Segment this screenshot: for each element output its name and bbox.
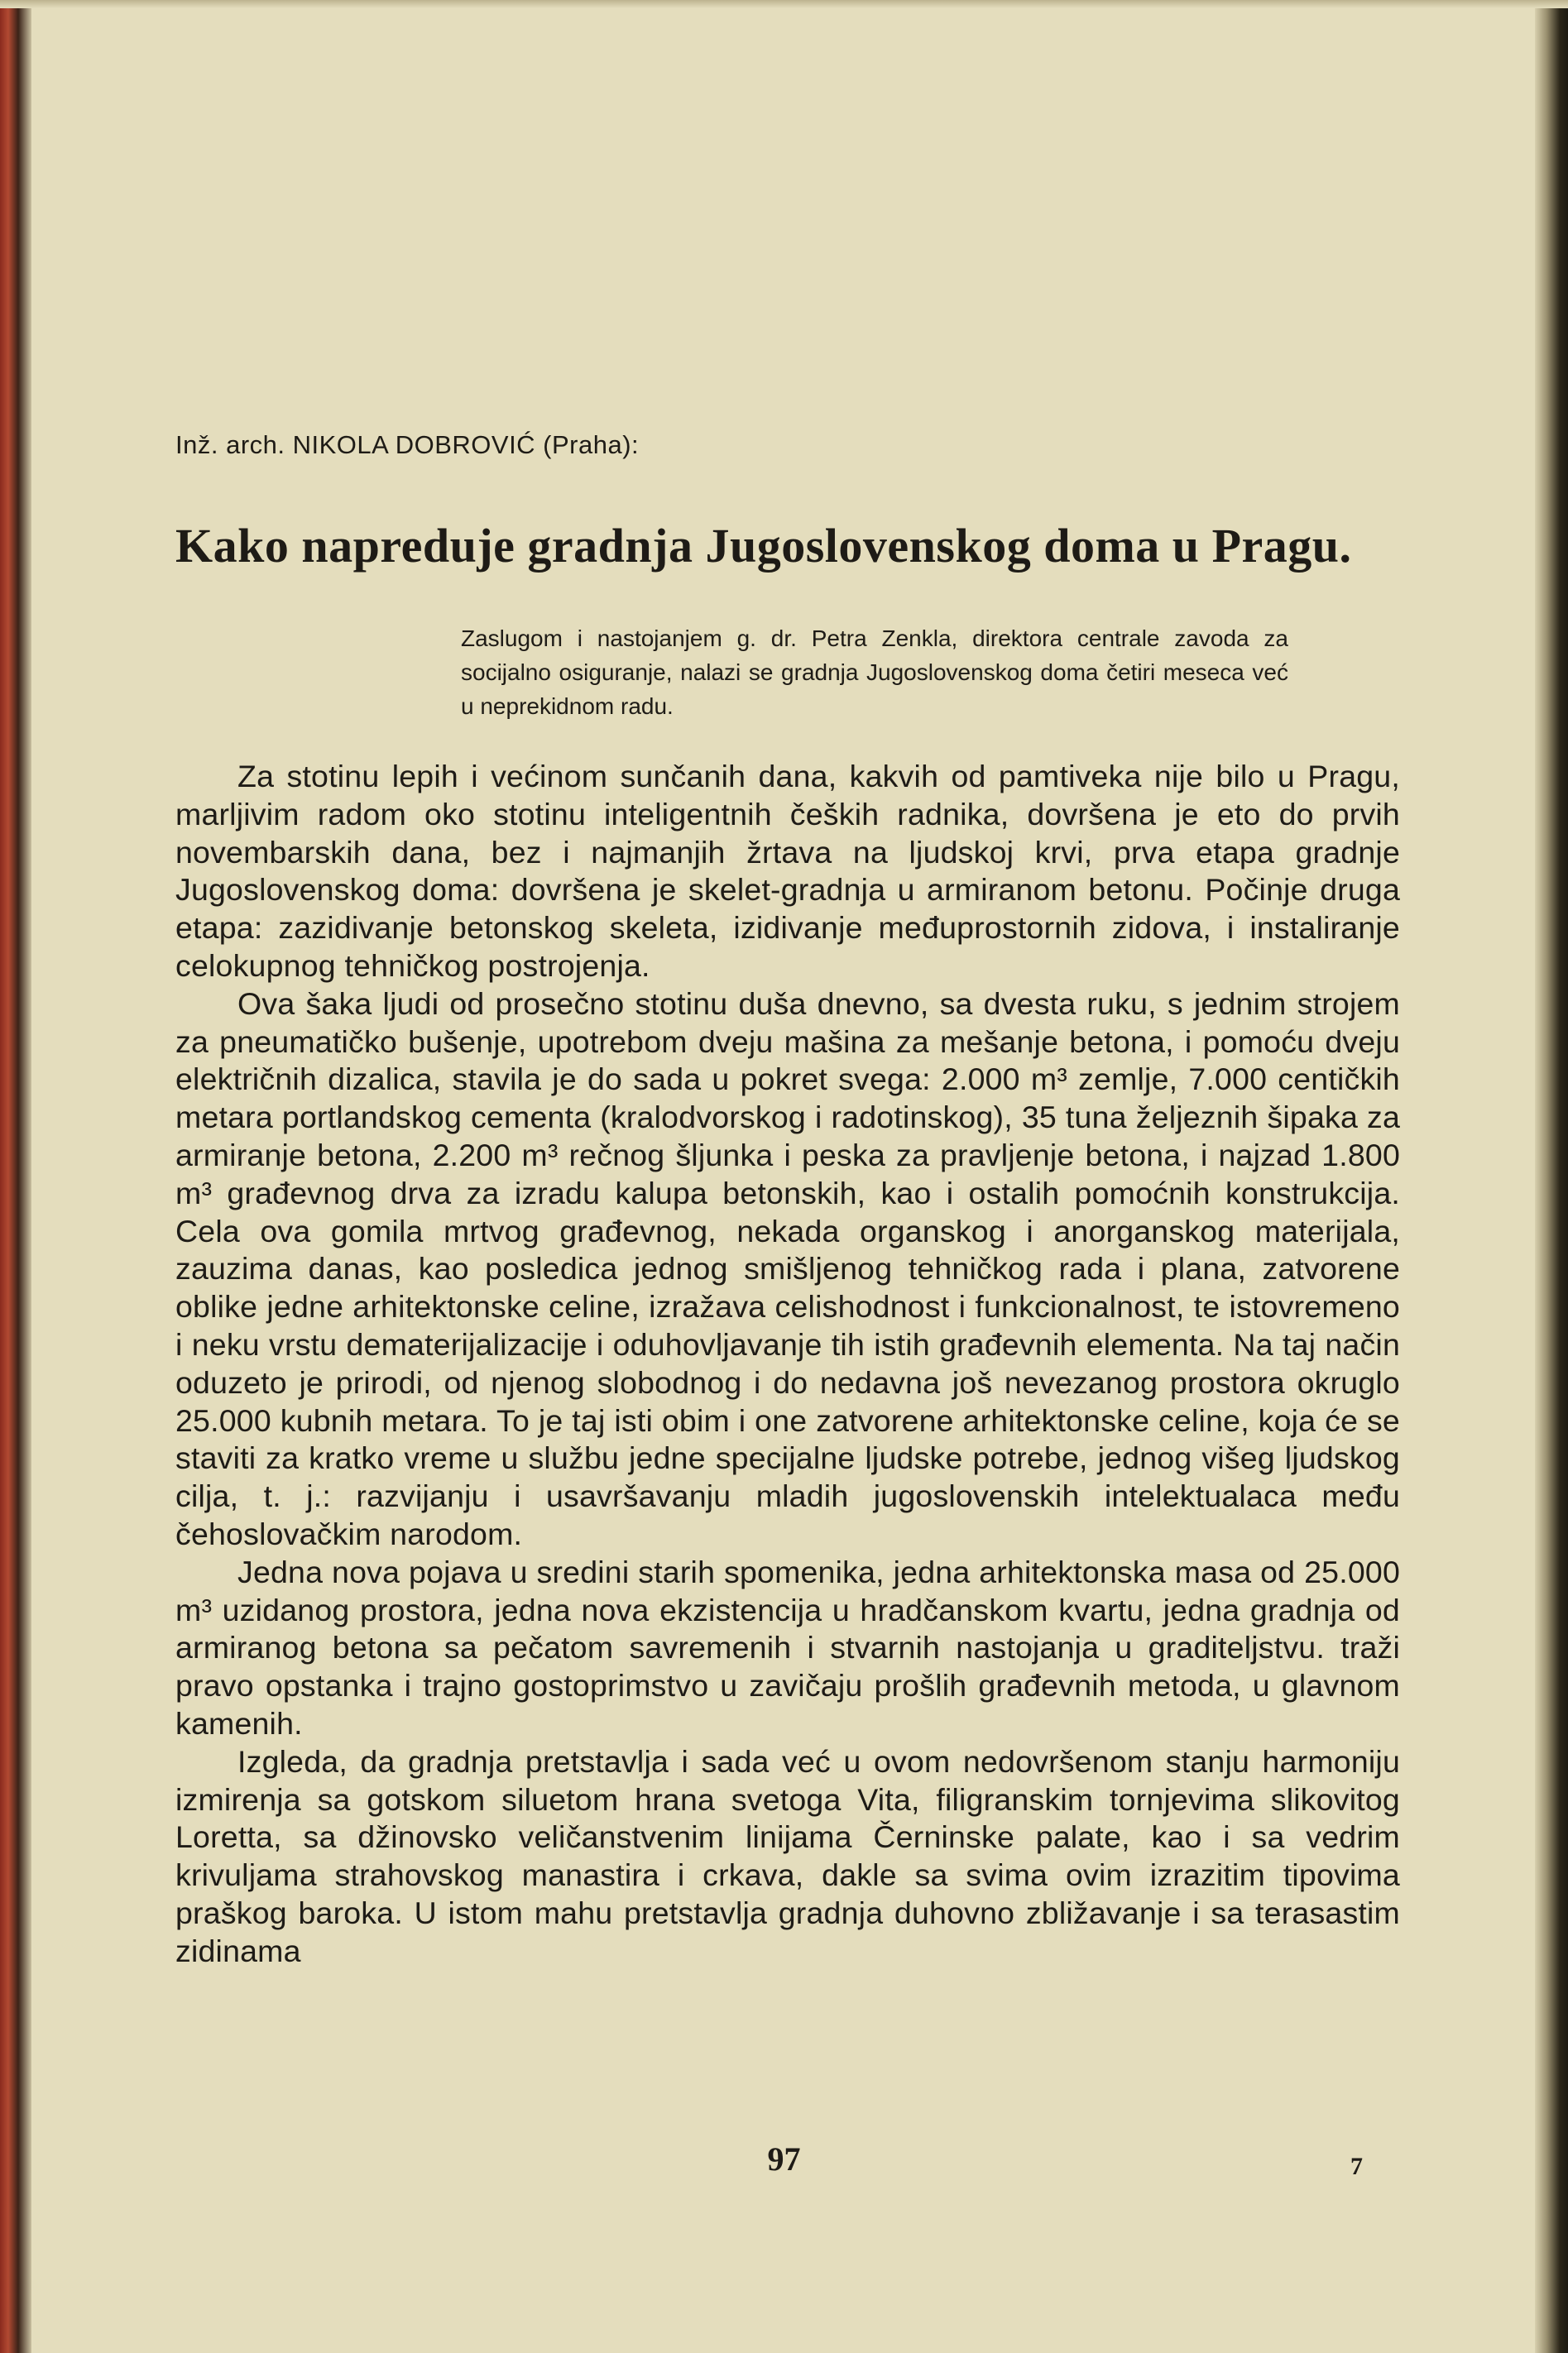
intro-note: Zaslugom i nastojanjem g. dr. Petra Zenkla, direktora centrale zavoda za socijalno osiguranje, nalazi se gradnja Jugoslovenskog doma četiri meseca već u neprekidnom radu. [461,625,1288,719]
signature-mark: 7 [1350,2153,1363,2180]
paragraph: Izgleda, da gradnja pretstavlja i sada već u ovom nedovršenom stanju harmoniju izmirenja sa gotskom siluetom hrana svetoga Vita, filigranskim tornjevima slikovitog Loretta, sa džinovsko veličanstvenim linijama Černinske palate, kao i sa vedrim krivuljama strahovskog manastira i crkava, dakle sa svima ovim izrazitim tipovima praškog baroka. U istom mahu pretstavlja gradnja duhovno zbližavanje i sa terasastim zidinama [175,1743,1400,1968]
article-title: Kako napreduje gradnja Jugoslovenskog doma u Pragu. [175,519,1352,573]
page-edge [1535,0,1568,2353]
article [175,430,1400,1971]
page-number: 97 [767,2140,801,2178]
article-body [175,758,1400,1971]
paragraph: Ova šaka ljudi od prosečno stotinu duša dnevno, sa dvesta ruku, s jednim strojem za pneumatičko bušenje, upotrebom dveju mašina za mešanje betona, i pomoću dveju električnih dizalica, stavila je do sada u pokret svega: 2.000 m³ zemlje, 7.000 centičkih metara portlandskog cementa (kralodvorskog i radotinskog), 35 tuna željeznih šipaka za armiranje betona, 2.200 m³ rečnog šljunka i peska za pravljenje betona, i najzad 1.800 m³ građevnog drva za izradu kalupa betonskih, kao i ostalih pomoćnih konstrukcija. Cela ova gomila mrtvog građevnog, nekada organskog i anorganskog materijala, zauzima danas, kao posledica jednog smišljenog tehničkog rada i plana, zatvorene oblike jedne arhitektonske celine, izražava celishodnost i funkcionalnost, te istovremeno i neku vrstu dematerijalizacije i oduhovljavanje tih istih građevnih elementa. Na taj način oduzeto je prirodi, od njenog slobodnog i do nedavna još nevezanog prostora okruglo 25.000 kubnih metara. To je taj isti obim i one zatvorene arhitektonske celine, koja će se staviti za kratko vreme u službu jedne specijalne ljudske potrebe, jednog višeg ljudskog cilja, t. j.: razvijanju i usavršavanju mladih jugoslovenskih intelektualaca među čehoslovačkim narodom. [175,985,1400,1551]
paragraph: Jedna nova pojava u sredini starih spomenika, jedna arhitektonska masa od 25.000 m³ uzidanog prostora, jedna nova ekzistencija u hradčanskom kvartu, jedna gradnja od armiranog betona sa pečatom savremenih i stvarnih nastojanja u graditeljstvu. traži pravo opstanka i trajno gostoprimstvo u zavičaju prošlih građevnih metoda, u glavnom kamenih. [175,1554,1400,1741]
top-edge [0,0,1568,8]
author-line: Inž. arch. NIKOLA DOBROVIĆ (Praha): [175,430,640,459]
paragraph: Za stotinu lepih i većinom sunčanih dana, kakvih od pamtiveka nije bilo u Pragu, marljivim radom oko stotinu inteligentnih čeških radnika, dovršena je eto do prvih novembarskih dana, bez i najmanjih žrtava na ljudskoj krvi, prva etapa gradnje Jugoslovenskog doma: dovršena je skelet-gradnja u armiranom betonu. Počinje druga etapa: zazidivanje betonskog skeleta, izidivanje međuprostornih zidova, i instaliranje celokupnog tehničkog postrojenja. [175,759,1400,983]
binding-edge [0,0,31,2353]
